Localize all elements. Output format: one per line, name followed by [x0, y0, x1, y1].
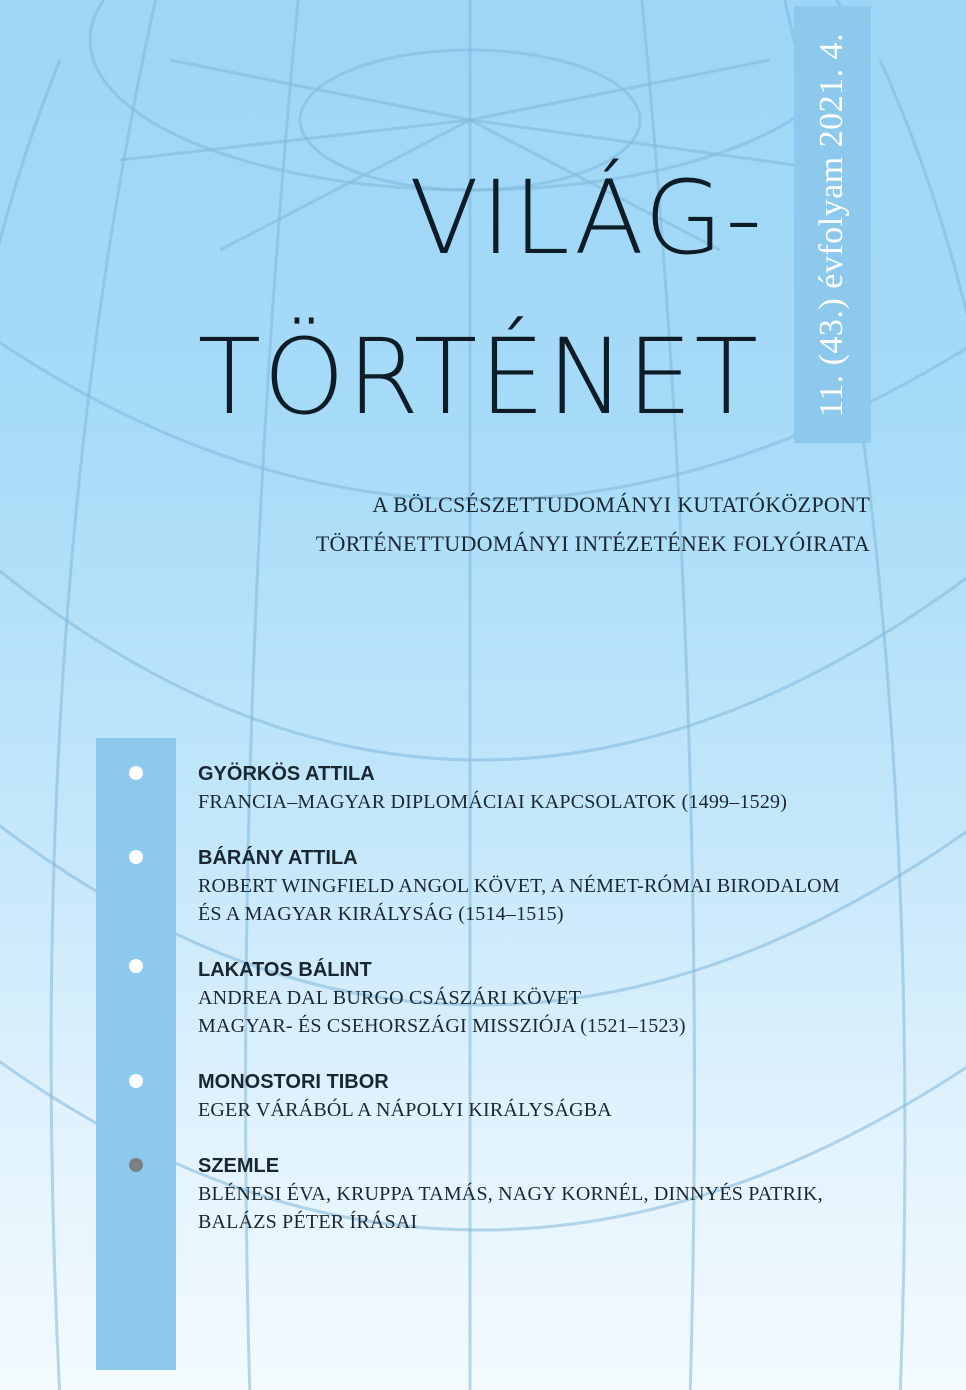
- contents-entry[interactable]: [198, 956, 918, 1040]
- entry-author: MONOSTORI TIBOR: [198, 1071, 389, 1093]
- bullet-icon: [129, 766, 143, 780]
- entry-title-line: MAGYAR- ÉS CSEHORSZÁGI MISSZIÓJA (1521–1523): [198, 1015, 686, 1037]
- contents-band: [96, 738, 176, 1370]
- bullet-icon: [129, 1158, 143, 1172]
- entry-author: LAKATOS BÁLINT: [198, 959, 372, 981]
- contents-entry[interactable]: [198, 1068, 918, 1124]
- contents-entry[interactable]: [198, 844, 918, 928]
- bullet-icon: [129, 1074, 143, 1088]
- entry-title-line: BLÉNESI ÉVA, KRUPPA TAMÁS, NAGY KORNÉL, DINNYÉS PATRIK,: [198, 1183, 823, 1205]
- entry-title-line: BALÁZS PÉTER ÍRÁSAI: [198, 1211, 418, 1233]
- entry-author: SZEMLE: [198, 1155, 280, 1177]
- bullet-icon: [129, 959, 143, 973]
- entry-title-line: ANDREA DAL BURGO CSÁSZÁRI KÖVET: [198, 987, 582, 1009]
- journal-subtitle-line2: TÖRTÉNETTUDOMÁNYI INTÉZETÉNEK FOLYÓIRATA: [315, 531, 870, 556]
- entry-author: GYÖRKÖS ATTILA: [198, 763, 375, 785]
- journal-subtitle-line1: A BÖLCSÉSZETTUDOMÁNYI KUTATÓKÖZPONT: [372, 492, 870, 517]
- entry-title-line: ÉS A MAGYAR KIRÁLYSÁG (1514–1515): [198, 903, 564, 925]
- entry-title-line: FRANCIA–MAGYAR DIPLOMÁCIAI KAPCSOLATOK (1499–1529): [198, 791, 788, 813]
- contents-entry[interactable]: [198, 760, 918, 816]
- volume-label: 11. (43.) évfolyam 2021. 4.: [813, 32, 851, 417]
- journal-title-line1: VILÁG-: [409, 159, 764, 278]
- volume-label-wrap: [794, 6, 871, 443]
- entry-author: BÁRÁNY ATTILA: [198, 847, 358, 869]
- entry-title-line: ROBERT WINGFIELD ANGOL KÖVET, A NÉMET-RÓMAI BIRODALOM: [198, 875, 840, 897]
- entry-title-line: EGER VÁRÁBÓL A NÁPOLYI KIRÁLYSÁGBA: [198, 1099, 612, 1121]
- bullet-icon: [129, 850, 143, 864]
- journal-title-line2: TÖRTÉNET: [197, 316, 760, 438]
- contents-entry[interactable]: [198, 1152, 918, 1236]
